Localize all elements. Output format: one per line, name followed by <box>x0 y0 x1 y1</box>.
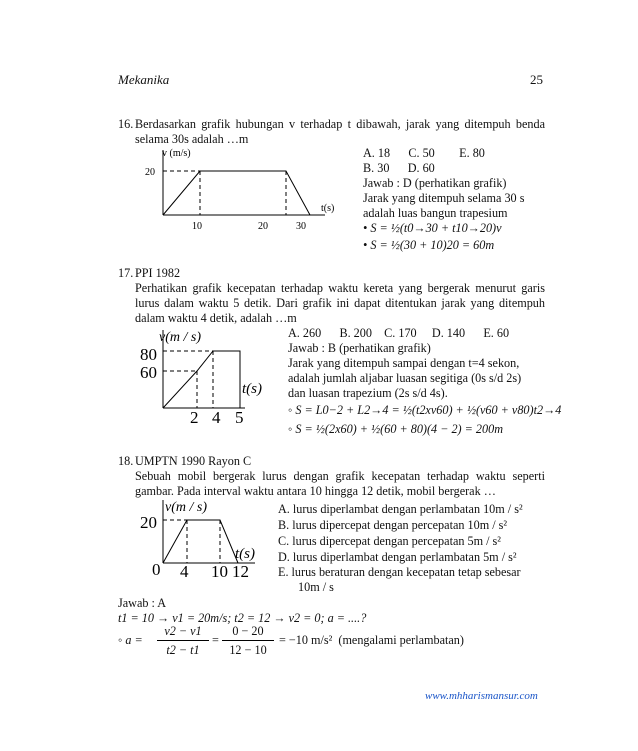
q18-graph <box>135 495 275 580</box>
q17-ylabel: v(m / s) <box>159 330 201 345</box>
q16-options-row2: B. 30 D. 60 <box>363 161 435 175</box>
q16-text: Berdasarkan grafik hubungan v terhadap t dibawah, jarak yang ditempuh benda selama 30s adalah …m <box>135 117 545 146</box>
q16-formula1: • S = ½(t0→30 + t10→20)v <box>363 221 502 235</box>
q18-frac2-den: 12 − 10 <box>229 643 267 657</box>
q16-formula2: • S = ½(30 + 10)20 = 60m <box>363 238 495 252</box>
q17-graph <box>130 325 280 425</box>
q18-frac2-bar <box>222 640 274 641</box>
q18-formula2-rest: = −10 m/s² (mengalami perlambatan) <box>279 633 464 647</box>
q18-option-c: C. lurus dipercepat dengan percepatan 5m / s² <box>278 534 501 548</box>
q18-ylabel: v(m / s) <box>165 500 207 515</box>
q17-options: A. 260 B. 200 C. 170 D. 140 E. 60 <box>288 326 510 340</box>
q18-equals: = <box>212 633 219 647</box>
q17-tick-2: 2 <box>190 408 199 425</box>
q18-xlabel: t(s) <box>235 546 255 562</box>
q18-frac1-num: v2 − v1 <box>164 624 202 638</box>
q18-option-e: E. lurus beraturan dengan kecepatan tetap sebesar <box>278 565 521 579</box>
q18-text: Sebuah mobil bergerak lurus dengan grafik kecepatan terhadap waktu seperti gambar. Pada interval waktu antara 10 hingga 12 detik, mobil bergerak … <box>135 469 545 498</box>
q17-text: Perhatikan grafik kecepatan terhadap waktu kereta yang bergerak menurut garis lurus dalam waktu 5 detik. Dari grafik ini dapat ditentukan jarak yang ditempuh dalam waktu 4 detik, adalah …m <box>135 281 545 325</box>
q17-tick-5: 5 <box>235 408 244 425</box>
q18-tick-4: 4 <box>180 562 189 580</box>
q18-option-e-cont: 10m / s <box>298 580 334 594</box>
q18-frac2-num: 0 − 20 <box>232 624 264 638</box>
q17-expl3: dan luasan trapezium (2s s/d 4s). <box>288 386 448 400</box>
q17-tick-4: 4 <box>212 408 221 425</box>
q16-options-row1: A. 18 C. 50 E. 80 <box>363 146 485 160</box>
q17-source: PPI 1982 <box>135 266 181 280</box>
q18-option-a: A. lurus diperlambat dengan perlambatan 10m / s² <box>278 502 523 516</box>
q18-option-d: D. lurus diperlambat dengan perlambatan 5m / s² <box>278 550 517 564</box>
q16-expl1: Jarak yang ditempuh selama 30 s <box>363 191 525 205</box>
q16-answer: Jawab : D (perhatikan grafik) <box>363 176 507 190</box>
q18-tick-0: 0 <box>152 560 161 579</box>
q16-tick-20: 20 <box>145 167 155 178</box>
q18-frac1-den: t2 − t1 <box>166 643 200 657</box>
footer-url: www.mhharismansur.com <box>425 690 538 702</box>
q17-expl1: Jarak yang ditempuh sampai dengan t=4 sekon, <box>288 356 520 370</box>
q16-ylabel: v (m/s) <box>162 148 191 159</box>
q18-tick-20: 20 <box>140 513 157 532</box>
q18-source: UMPTN 1990 Rayon C <box>135 454 252 468</box>
q18-answer: Jawab : A <box>118 596 167 610</box>
page-number: 25 <box>530 72 543 87</box>
q16-tick-20x: 20 <box>258 221 268 232</box>
q16-xlabel: t(s) <box>321 203 335 214</box>
q18-frac1-bar <box>157 640 209 641</box>
q16-tick-30: 30 <box>296 221 306 232</box>
q16-graph <box>140 145 345 235</box>
q17-number: 17. <box>118 266 134 280</box>
q17-formula2: ◦ S = ½(2x60) + ½(60 + 80)(4 − 2) = 200m <box>288 422 504 436</box>
q18-option-b: B. lurus dipercepat dengan percepatan 10m / s² <box>278 518 508 532</box>
q17-tick-60: 60 <box>140 363 157 382</box>
q18-tick-10: 10 <box>211 562 228 580</box>
q18-formula1: t1 = 10 → v1 = 20m/s; t2 = 12 → v2 = 0; a = ....? <box>118 611 367 625</box>
q18-number: 18. <box>118 454 134 468</box>
q16-tick-10: 10 <box>192 221 202 232</box>
q16-expl2: adalah luas bangun trapesium <box>363 206 508 220</box>
q18-formula2-lhs: ◦ a = <box>118 633 143 647</box>
q17-xlabel: t(s) <box>242 381 262 397</box>
q16-number: 16. <box>118 117 134 131</box>
q17-formula1: ◦ S = L0−2 + L2→4 = ½(t2xv60) + ½(v60 + v80)t2→4 <box>288 403 562 417</box>
running-title: Mekanika <box>118 72 170 87</box>
q17-expl2: adalah jumlah aljabar luasan segitiga (0s s/d 2s) <box>288 371 522 385</box>
q17-tick-80: 80 <box>140 345 157 364</box>
q18-tick-12: 12 <box>232 562 249 580</box>
q17-answer: Jawab : B (perhatikan grafik) <box>288 341 431 355</box>
